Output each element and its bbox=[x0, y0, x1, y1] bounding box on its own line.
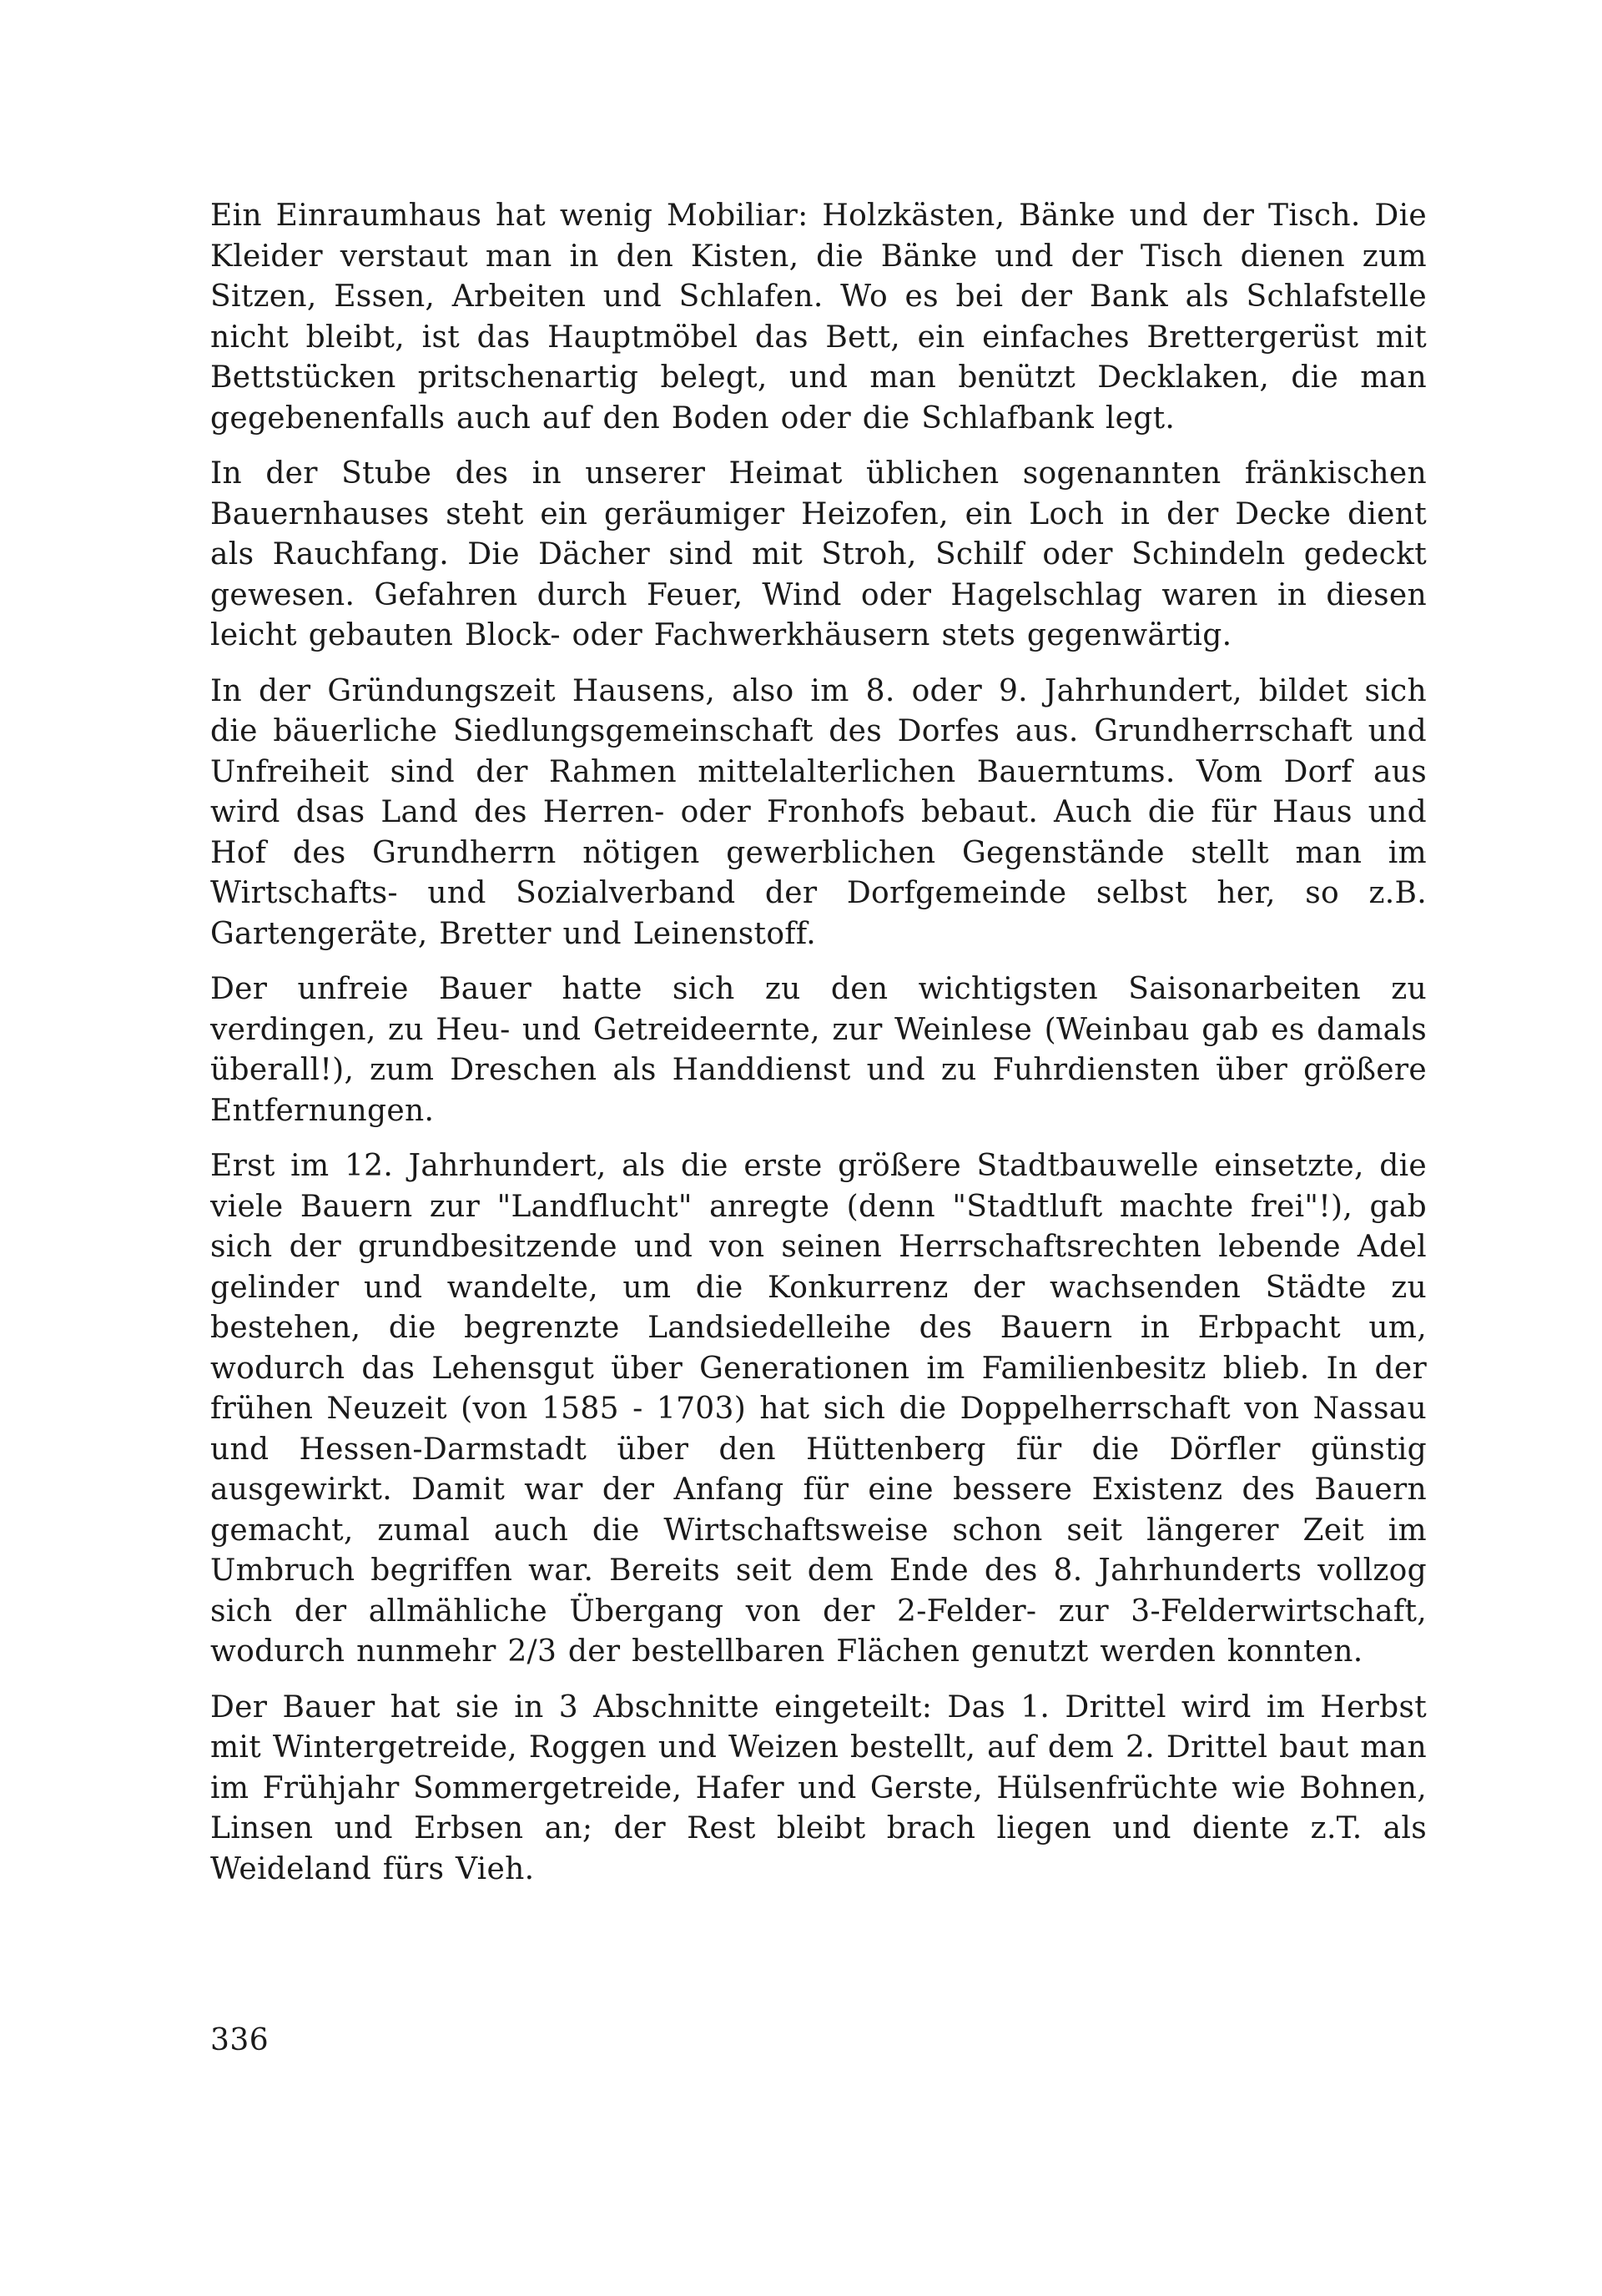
paragraph-5: Erst im 12. Jahrhundert, als die erste größere Stadtbauwelle einsetzte, die viele Bauern zur "Landflucht" anregte (denn "Stadtluft machte frei"!), gab sich der grundbesitzende und von seinen Herrschaftsrechten lebende Adel gelinder und wandelte, um die Konkurrenz der wachsenden Städte zu bestehen, die begrenzte Landsiedelleihe des Bauern in Erbpacht um, wodurch das Lehensgut über Generationen im Familienbesitz blieb. In der frühen Neuzeit (von 1585 - 1703) hat sich die Doppelherrschaft von Nassau und Hessen-Darmstadt über den Hüttenberg für die Dörfler günstig ausgewirkt. Damit war der Anfang für eine bessere Existenz des Bauern gemacht, zumal auch die Wirtschaftsweise schon seit längerer Zeit im Umbruch begriffen war. Bereits seit dem Ende des 8. Jahrhunderts vollzog sich der allmähliche Übergang von der 2-Felder- zur 3-Felderwirtschaft, wodurch nunmehr 2/3 der bestellbaren Flächen genutzt werden konnten. bbox=[210, 1149, 1427, 1669]
paragraph-6: Der Bauer hat sie in 3 Abschnitte eingeteilt: Das 1. Drittel wird im Herbst mit Wintergetreide, Roggen und Weizen bestellt, auf dem 2. Drittel baut man im Frühjahr Sommergetreide, Hafer und Gerste, Hülsenfrüchte wie Bohnen, Linsen und Erbsen an; der Rest bleibt brach liegen und diente z.T. als Weideland fürs Vieh. bbox=[210, 1689, 1427, 1886]
page-number: 336 bbox=[210, 2023, 270, 2057]
body-text bbox=[210, 196, 1427, 1905]
paragraph-4: Der unfreie Bauer hatte sich zu den wichtigsten Saisonarbeiten zu verdingen, zu Heu- und Getreideernte, zur Weinlese (Weinbau gab es damals überall!), zum Dreschen als Handdienst und zu Fuhrdiensten über größere Entfernungen. bbox=[210, 972, 1427, 1128]
paragraph-2: In der Stube des in unserer Heimat üblichen sogenannten fränkischen Bauernhauses steht ein geräumiger Heizofen, ein Loch in der Decke dient als Rauchfang. Die Dächer sind mit Stroh, Schilf oder Schindeln gedeckt gewesen. Gefahren durch Feuer, Wind oder Hagelschlag waren in diesen leicht gebauten Block- oder Fachwerkhäusern stets gegenwärtig. bbox=[210, 456, 1427, 652]
paragraph-1: Ein Einraumhaus hat wenig Mobiliar: Holzkästen, Bänke und der Tisch. Die Kleider verstaut man in den Kisten, die Bänke und der Tisch dienen zum Sitzen, Essen, Arbeiten und Schlafen. Wo es bei der Bank als Schlafstelle nicht bleibt, ist das Hauptmöbel das Bett, ein einfaches Brettergerüst mit Bettstücken pritschenartig belegt, und man benützt Decklaken, die man gegebenenfalls auch auf den Boden oder die Schlafbank legt. bbox=[210, 199, 1427, 436]
paragraph-3: In der Gründungszeit Hausens, also im 8. oder 9. Jahrhundert, bildet sich die bäuerliche Siedlungsgemeinschaft des Dorfes aus. Grundherrschaft und Unfreiheit sind der Rahmen mittelalterlichen Bauerntums. Vom Dorf aus wird dsas Land des Herren- oder Fronhofs bebaut. Auch die für Haus und Hof des Grundherrn nötigen gewerblichen Gegenstände stellt man im Wirtschafts- und Sozialverband der Dorfgemeinde selbst her, so z.B. Gartengeräte, Bretter und Leinenstoff. bbox=[210, 673, 1427, 951]
